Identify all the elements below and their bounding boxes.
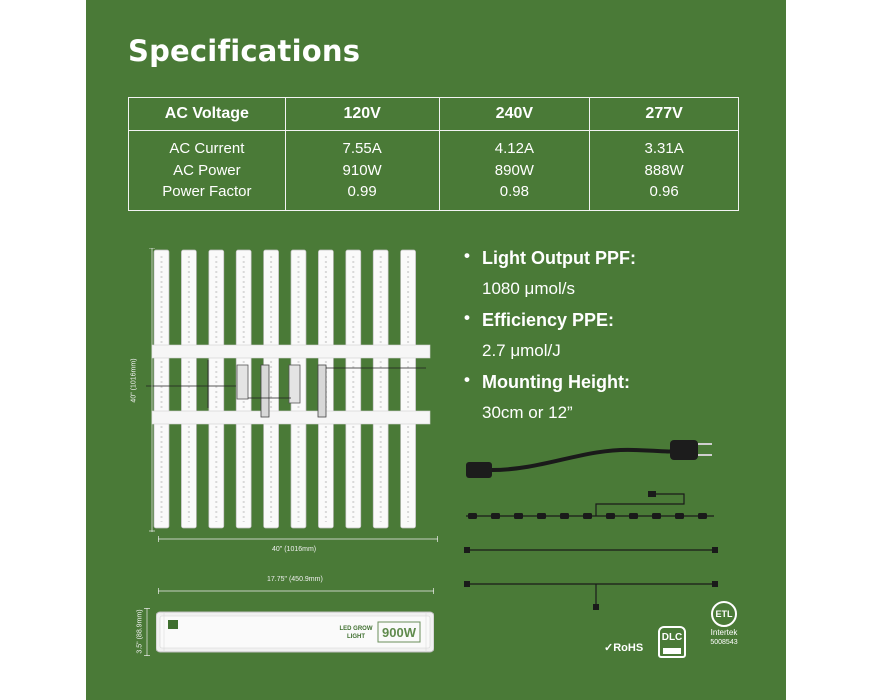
spec-panel	[86, 0, 786, 700]
driver-length-line	[158, 588, 434, 594]
feature-item-ppe	[464, 308, 764, 370]
page-title: Specifications	[128, 34, 361, 68]
chain-connector	[514, 513, 523, 519]
value-power-277v: 888W	[644, 161, 684, 179]
header-240v: 240V	[439, 98, 590, 131]
dlc-stripe	[663, 648, 681, 654]
value-power-240v: 890W	[494, 161, 534, 179]
dimmer-cable-image	[464, 544, 720, 556]
spec-header-row	[129, 98, 739, 131]
feature-label: Light Output PPF:	[482, 248, 636, 268]
header-277v: 277V	[590, 98, 739, 131]
feature-item-ppf	[464, 246, 764, 308]
chain-connector	[468, 513, 477, 519]
feature-value: 1080 μmol/s	[482, 279, 575, 298]
value-current-240v: 4.12A	[494, 140, 534, 158]
chain-connector	[652, 513, 661, 519]
feature-item-mounting	[464, 370, 764, 432]
value-current-120v: 7.55A	[342, 140, 382, 158]
row-labels-cell	[129, 131, 286, 211]
label-power-factor: Power Factor	[162, 183, 252, 201]
dlc-text: DLC	[661, 632, 683, 643]
feature-label: Mounting Height:	[482, 372, 630, 392]
bullet-icon: •	[464, 370, 470, 389]
label-ac-power: AC Power	[173, 161, 241, 179]
splitter-cable-image	[464, 574, 720, 612]
chain-connector	[698, 513, 707, 519]
driver-logo-icon	[168, 620, 178, 629]
value-power-120v: 910W	[342, 161, 382, 179]
check-icon: ✓	[604, 642, 614, 654]
feature-value: 30cm or 12”	[482, 403, 573, 422]
spec-table	[128, 97, 739, 211]
etl-badge	[699, 601, 749, 647]
chain-connector	[629, 513, 638, 519]
driver-product-line2: LIGHT	[347, 634, 365, 640]
cell-120v	[285, 131, 439, 211]
driver-product-line1: LED GROW	[339, 626, 373, 632]
fixture-width-label: 40" (1016mm)	[272, 546, 317, 553]
upper-crossbar	[152, 345, 430, 358]
rohs-text: RoHS	[613, 642, 644, 654]
label-ac-current: AC Current	[169, 140, 245, 158]
etl-name: Intertek	[710, 628, 738, 637]
feature-value: 2.7 μmol/J	[482, 341, 561, 360]
value-pf-277v: 0.96	[649, 183, 679, 201]
feature-list	[464, 246, 764, 432]
rohs-badge	[604, 641, 643, 654]
fixture-diagram	[146, 248, 436, 530]
driver-box	[156, 608, 434, 656]
fixture-height-line	[149, 248, 155, 532]
etl-logo-icon: ETL	[711, 601, 737, 627]
chain-connector	[675, 513, 684, 519]
chain-connector	[606, 513, 615, 519]
cell-240v	[439, 131, 590, 211]
bullet-icon: •	[464, 308, 470, 327]
driver-height-label: 3.5" (88.9mm)	[136, 609, 144, 654]
spec-body-row	[129, 131, 739, 211]
cord-connector-icon	[466, 462, 492, 478]
plug-icon	[670, 440, 698, 460]
cell-277v	[590, 131, 739, 211]
power-cord-image	[464, 430, 724, 490]
chain-connector	[560, 513, 569, 519]
chain-connector	[491, 513, 500, 519]
value-pf-240v: 0.98	[499, 183, 529, 201]
value-pf-120v: 0.99	[347, 183, 377, 201]
driver-wattage: 900W	[382, 625, 416, 640]
fixture-width-line	[158, 536, 438, 542]
daisy-chain-cable-image	[464, 486, 720, 526]
fixture-height-label: 40" (1016mm)	[130, 358, 138, 403]
etl-number: 5008543	[710, 639, 738, 646]
dlc-badge	[658, 626, 686, 658]
chain-connector	[583, 513, 592, 519]
light-bars	[154, 250, 416, 528]
header-ac-voltage: AC Voltage	[129, 98, 286, 131]
header-120v: 120V	[285, 98, 439, 131]
driver-length-label: 17.75" (450.9mm)	[267, 576, 323, 583]
lower-crossbar	[152, 411, 430, 424]
feature-label: Efficiency PPE:	[482, 310, 615, 330]
driver-height-line	[144, 608, 150, 656]
chain-connector	[537, 513, 546, 519]
value-current-277v: 3.31A	[644, 140, 684, 158]
bullet-icon: •	[464, 246, 470, 265]
